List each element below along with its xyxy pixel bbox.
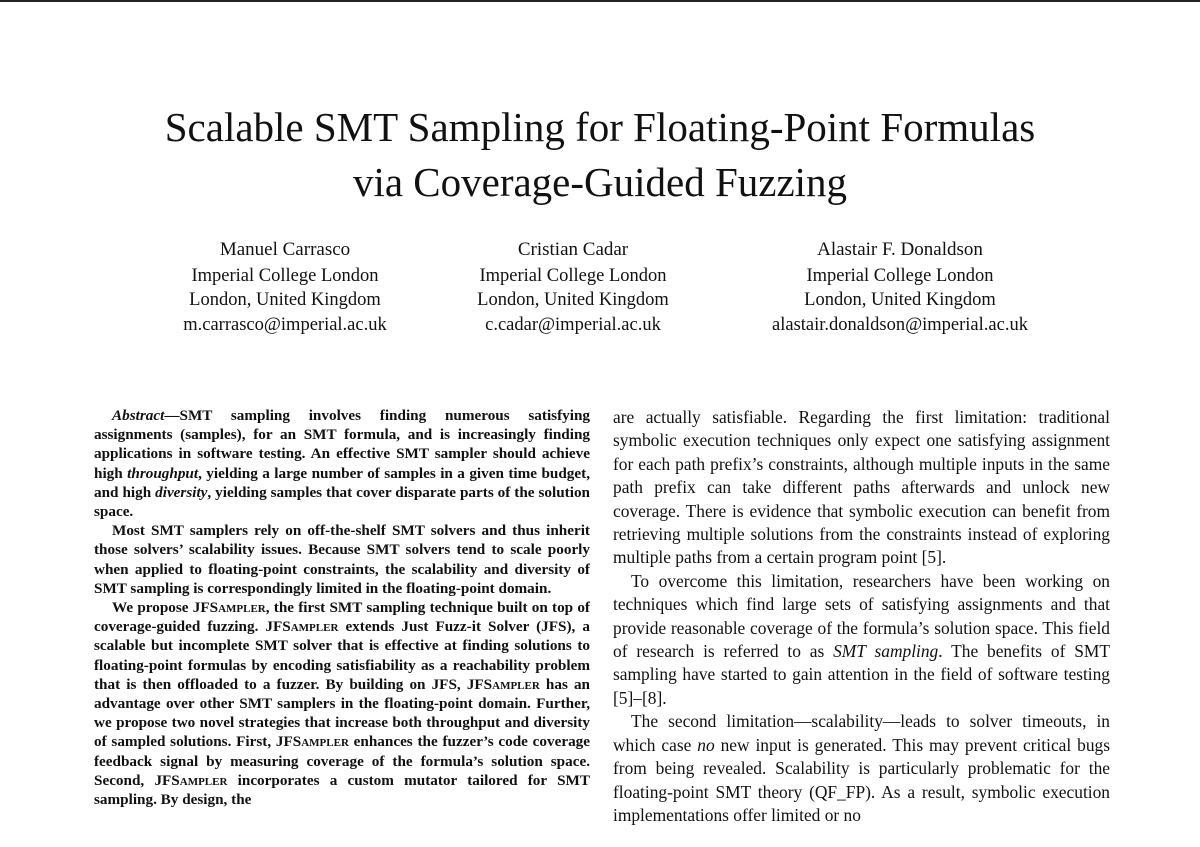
author-affiliation: Imperial College London	[479, 265, 667, 286]
abstract-column	[94, 406, 590, 809]
tool-name: JFS	[154, 771, 180, 789]
abstract-emphasis: throughput	[127, 464, 199, 482]
abstract-text: , yielding a large number of samples in a given time budget, and high	[94, 464, 590, 501]
author-block-carrasco	[160, 238, 410, 337]
tool-name-smallcaps: ampler	[218, 599, 266, 617]
top-rule	[0, 0, 1200, 2]
body-text: . The benefits of SMT sampling have started to gain attention in the field of software testing [5]–[8].	[613, 641, 1110, 708]
body-emphasis: SMT sampling	[833, 641, 939, 662]
abstract-text: We propose	[112, 599, 193, 617]
abstract-emphasis: diversity	[155, 483, 208, 501]
author-location: London, United Kingdom	[189, 290, 381, 310]
tool-name: JFS	[265, 618, 291, 636]
abstract-text: has an advantage over other SMT samplers in the floating-point domain. Further, we propose two novel strategies that increase both throughput and diversity of sampled solutions. First,	[94, 675, 590, 751]
title-line-2: via Coverage-Guided Fuzzing	[352, 159, 848, 205]
body-paragraph-3	[613, 710, 1110, 827]
body-text: To overcome this limitation, researchers have been working on techniques which find large sets of satisfying assignments and that provide reasonable coverage of the formula’s solution space. This field of research is referred to as	[613, 570, 1110, 662]
abstract-text: incorporates a custom mutator tailored for SMT sampling. By design, the	[94, 771, 590, 809]
tool-name: JFS	[275, 733, 302, 751]
abstract-text: —SMT sampling involves finding numerous satisfying assignments (samples), for an SMT formula, and is increasingly finding applications in software testing. An effective SMT sampler should achieve high	[94, 407, 590, 482]
author-block-cadar	[448, 238, 698, 337]
author-location: London, United Kingdom	[804, 290, 996, 310]
body-paragraph-2	[613, 570, 1110, 710]
abstract-paragraph-2: Most SMT samplers rely on off-the-shelf SMT solvers and thus inherit those solvers’ scalability issues. Because SMT solvers tend to scale poorly when applied to floating-point constraints, the scalability and diversity of SMT sampling is correspondingly limited in the floating-point domain.	[94, 522, 590, 597]
author-block-donaldson	[755, 238, 1045, 337]
tool-name-smallcaps: ampler	[301, 733, 349, 751]
tool-name-smallcaps: ampler	[290, 618, 339, 636]
title-line-1: Scalable SMT Sampling for Floating-Point Formulas	[164, 104, 1036, 150]
abstract-text: , the first SMT sampling technique built on top of coverage-guided fuzzing.	[94, 599, 590, 636]
body-column-right	[613, 406, 1110, 827]
author-name: Alastair F. Donaldson	[817, 239, 983, 260]
author-affiliation: Imperial College London	[806, 265, 994, 286]
abstract-paragraph-3	[94, 598, 590, 809]
tool-name-smallcaps: ampler	[492, 675, 540, 693]
abstract-paragraph-1	[94, 406, 590, 521]
paper-title	[0, 100, 1200, 210]
body-emphasis: no	[697, 734, 715, 755]
body-text: The second limitation—scalability—leads to solver timeouts, in which case	[613, 711, 1110, 755]
abstract-label: Abstract	[112, 407, 165, 424]
abstract-text: , yielding samples that cover disparate parts of the solution space.	[94, 483, 590, 521]
abstract-text: enhances the fuzzer’s code coverage feedback signal by measuring coverage of the formula’s solution space. Second,	[94, 733, 590, 789]
tool-name: JFS	[466, 675, 493, 693]
author-email: m.carrasco@imperial.ac.uk	[183, 314, 387, 335]
author-email: alastair.donaldson@imperial.ac.uk	[772, 314, 1028, 335]
body-text: new input is generated. This may prevent critical bugs from being revealed. Scalability is particularly problematic for the floating-point SMT theory (QF_FP). As a result, symbolic execution implementations offer limited or no	[613, 734, 1110, 825]
abstract-text: extends Just Fuzz-it Solver (JFS), a scalable but incomplete SMT solver that is effective at finding solutions to floating-point formulas by encoding satisfiability as a reachability problem that is then offloaded to a fuzzer. By building on JFS,	[94, 618, 590, 693]
author-affiliation: Imperial College London	[191, 265, 379, 286]
body-paragraph-1: are actually satisfiable. Regarding the first limitation: traditional symbolic execution techniques only expect one satisfying assignment for each path prefix’s constraints, although multiple inputs in the same path prefix can take different paths afterwards and unlock new coverage. There is evidence that symbolic execution can benefit from retrieving multiple solutions from the constraints instead of exploring multiple paths from a certain program point [5].	[613, 407, 1110, 568]
tool-name-smallcaps: ampler	[179, 771, 228, 789]
author-name: Manuel Carrasco	[219, 239, 351, 260]
author-name: Cristian Cadar	[517, 239, 629, 260]
tool-name: JFS	[192, 599, 219, 617]
author-email: c.cadar@imperial.ac.uk	[485, 314, 661, 335]
author-location: London, United Kingdom	[477, 290, 669, 310]
